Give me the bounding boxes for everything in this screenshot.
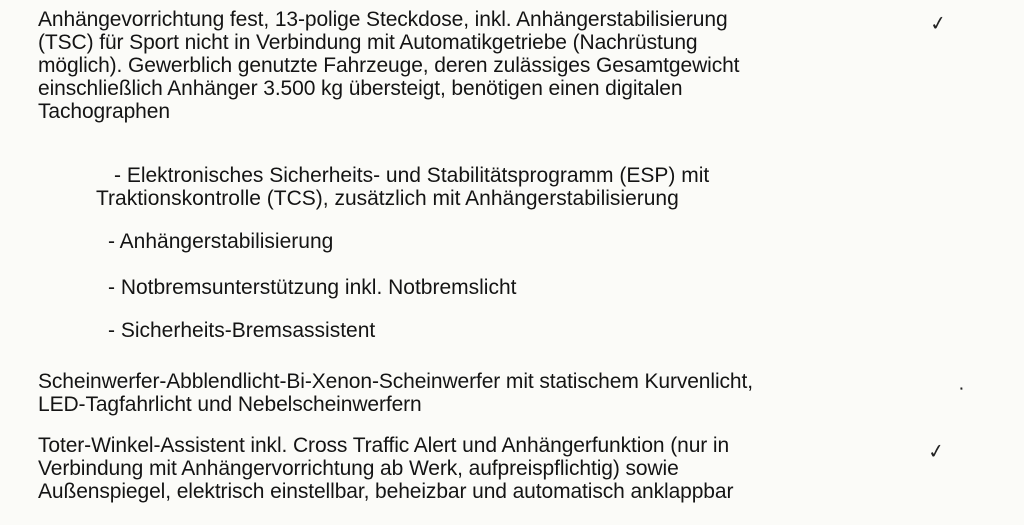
text-line: Scheinwerfer-Abblendlicht-Bi-Xenon-Scheinwerfer mit statischem Kurvenlicht, [38, 370, 753, 393]
list-item: - Notbremsunterstützung inkl. Notbremslicht [108, 276, 517, 299]
paragraph-esp [96, 164, 709, 210]
text-line: (TSC) für Sport nicht in Verbindung mit Automatikgetriebe (Nachrüstung [38, 31, 698, 54]
text-line: LED-Tagfahrlicht und Nebelscheinwerfern [38, 393, 422, 416]
text-line: Traktionskontrolle (TCS), zusätzlich mit Anhängerstabilisierung [96, 187, 679, 210]
text-line: - Elektronisches Sicherheits- und Stabilitätsprogramm (ESP) mit [114, 164, 710, 187]
check-mark: ✓ [928, 11, 949, 37]
text-line: einschließlich Anhänger 3.500 kg übersteigt, benötigen einen digitalen [38, 77, 683, 100]
check-mark: · [956, 376, 967, 400]
check-mark: ✓ [926, 439, 947, 465]
text-line: Anhängevorrichtung fest, 13-polige Steckdose, inkl. Anhängerstabilisierung [38, 8, 728, 31]
text-line: Tachographen [38, 100, 170, 123]
paragraph-towing [38, 8, 958, 123]
paragraph-blindspot [38, 434, 958, 503]
list-item: - Anhängerstabilisierung [108, 230, 334, 253]
list-item: - Sicherheits-Bremsassistent [108, 319, 376, 342]
text-line: Verbindung mit Anhängervorrichtung ab Werk, aufpreispflichtig) sowie [38, 457, 679, 480]
text-line: Toter-Winkel-Assistent inkl. Cross Traffic Alert und Anhängerfunktion (nur in [38, 434, 730, 457]
paragraph-headlights [38, 370, 958, 416]
text-line: möglich). Gewerblich genutzte Fahrzeuge, deren zulässiges Gesamtgewicht [38, 54, 740, 77]
text-line: Außenspiegel, elektrisch einstellbar, beheizbar und automatisch anklappbar [38, 480, 734, 503]
